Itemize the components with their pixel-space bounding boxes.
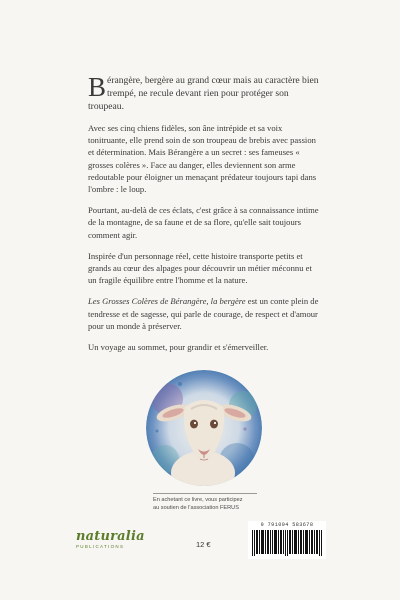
publisher-logo bbox=[76, 529, 145, 549]
blurb-paragraph-3: Pourtant, au-delà de ces éclats, c'est grâce à sa connaissance intime de la montagne, de sa faune et de sa flore, qu'elle sait toujours comment agir. bbox=[88, 205, 319, 240]
isbn-number: 9 791094 583678 bbox=[260, 522, 314, 528]
association-notice-line-2: au soutien de l'association FERUS bbox=[153, 504, 239, 511]
publisher-subtitle: PUBLICATIONS bbox=[76, 544, 125, 549]
blurb-text bbox=[88, 74, 320, 362]
blurb-paragraph-1 bbox=[88, 74, 320, 113]
lamb-illustration bbox=[145, 369, 263, 487]
lamb-portrait-image bbox=[145, 369, 263, 487]
blurb-paragraph-6: Un voyage au sommet, pour grandir et s'émerveiller. bbox=[88, 342, 269, 353]
isbn-barcode bbox=[248, 521, 326, 559]
blurb-paragraph-5-text: est un conte plein de tendresse et de sagesse, qui parle de courage, de respect et d'amour pour un monde à préserver. bbox=[88, 296, 319, 331]
barcode-bars-graphic bbox=[252, 530, 322, 556]
price: 12 € bbox=[196, 540, 211, 549]
association-notice bbox=[153, 493, 257, 512]
blurb-paragraph-2: Avec ses cinq chiens fidèles, son âne intrépide et sa voix tonitruante, elle prend soin de son troupeau de brebis avec passion et détermination. Mais Bérangère a un secret : ses fameuses « grosses colères ». Face au danger, elles deviennent son arme redoutable pour éloigner un menaçant prédateur toujours tapi dans l'ombre : le loup. bbox=[88, 123, 317, 195]
drop-cap: B bbox=[88, 72, 107, 102]
blurb-paragraph-4: Inspirée d'un personnage réel, cette histoire transporte petits et grands au cœur des alpages pour découvrir un métier méconnu et un fragile équilibre entre l'homme et la nature. bbox=[88, 250, 312, 286]
publisher-name: naturalia bbox=[76, 529, 145, 544]
blurb-paragraph-5 bbox=[88, 295, 320, 332]
blurb-paragraph-1-text: érangère, bergère au grand cœur mais au caractère bien trempé, ne recule devant rien pour protéger son troupeau. bbox=[88, 75, 319, 112]
association-notice-line-1: En achetant ce livre, vous participez bbox=[153, 497, 243, 503]
book-title: Les Grosses Colères de Bérangère, la bergère bbox=[88, 296, 246, 307]
